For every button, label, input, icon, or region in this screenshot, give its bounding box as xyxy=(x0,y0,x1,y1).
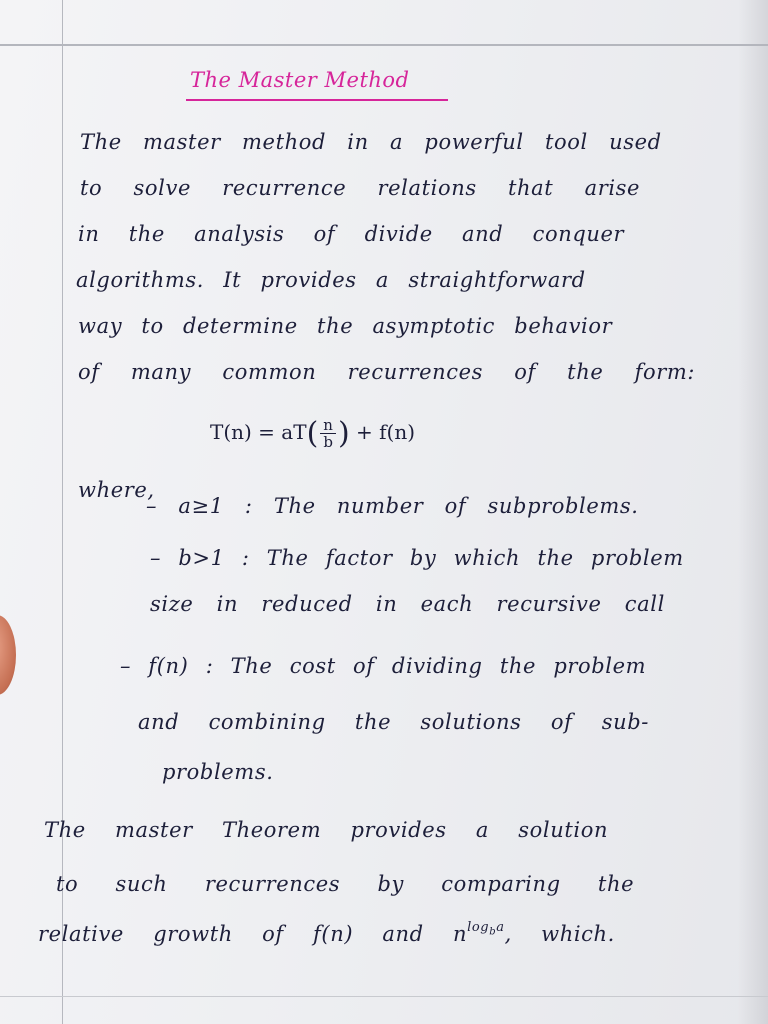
where-label: where, xyxy=(78,478,155,502)
formula-lhs: T(n) = aT xyxy=(210,420,307,444)
bullet-a: – a≥1 : The number of subproblems. xyxy=(146,494,639,518)
formula-denominator: b xyxy=(323,433,333,451)
bullet-f-cont-2: problems. xyxy=(162,760,274,784)
paragraph1-line-5: way to determine the asymptotic behavior xyxy=(78,314,613,338)
exponent-a: a xyxy=(496,920,505,935)
formula-rhs: + f(n) xyxy=(356,420,416,444)
page-shadow xyxy=(738,0,768,1024)
title-underline xyxy=(186,99,448,101)
formula-fraction xyxy=(320,417,336,450)
last-line-before: relative growth of f(n) and n xyxy=(38,922,468,946)
top-rule-line xyxy=(0,44,768,46)
last-line-after: , which. xyxy=(504,922,615,946)
bullet-f-cont: and combining the solutions of sub- xyxy=(138,710,649,734)
margin-line xyxy=(62,0,63,1024)
paragraph1-line-2: to solve recurrence relations that arise xyxy=(80,176,641,200)
bottom-rule-line xyxy=(0,996,768,997)
paragraph2-line-3 xyxy=(38,922,615,946)
exponent-base: b xyxy=(489,926,497,938)
bullet-b: – b>1 : The factor by which the problem xyxy=(150,546,684,570)
paragraph1-line-4: algorithms. It provides a straightforward xyxy=(76,268,586,292)
paragraph1-line-1: The master method in a powerful tool used xyxy=(80,130,662,154)
paragraph1-line-3: in the analysis of divide and conquer xyxy=(78,222,625,246)
paragraph1-line-6: of many common recurrences of the form: xyxy=(78,360,696,384)
page-title: The Master Method xyxy=(190,68,410,92)
formula-numerator: n xyxy=(320,417,336,434)
paragraph2-line-1: The master Theorem provides a solution xyxy=(44,818,609,842)
paragraph2-line-2: to such recurrences by comparing the xyxy=(56,872,635,896)
bullet-b-cont: size in reduced in each recursive call xyxy=(150,592,665,616)
bullet-f: – f(n) : The cost of dividing the problem xyxy=(120,654,647,678)
recurrence-formula: T(n) = aT( $\frac{n}{b}$ ) + f(n) xyxy=(210,416,416,451)
exponent-log: logba xyxy=(467,920,505,938)
